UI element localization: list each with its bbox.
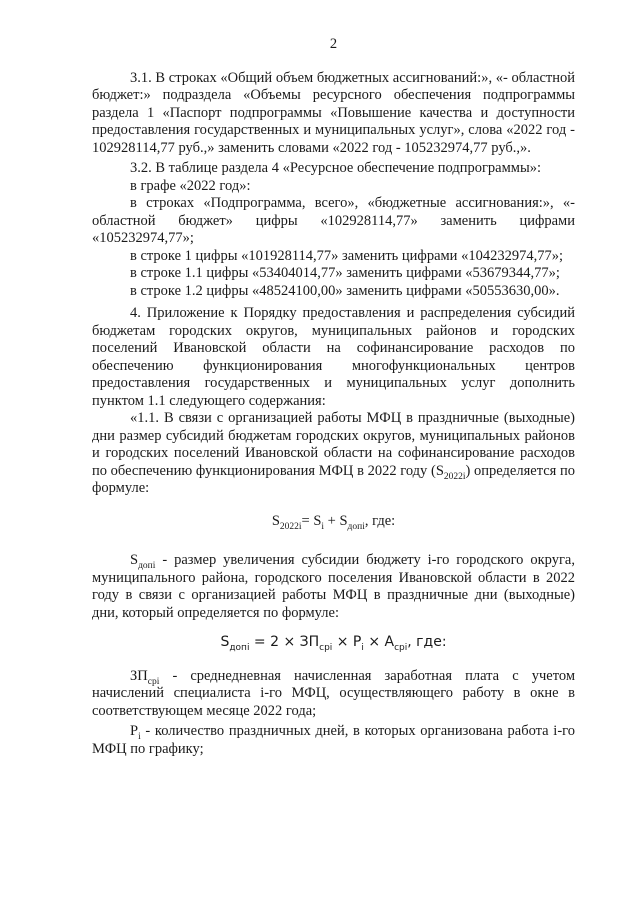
formula-2-zp-sub: срi xyxy=(319,642,333,653)
zp-symbol: ЗП xyxy=(130,667,148,684)
zp-subscript: срi xyxy=(147,676,160,687)
paragraph-row-1-1: в строке 1.1 цифры «53404014,77» заменить цифрами «53679344,77»; xyxy=(130,265,560,281)
formula-2-times-p: × P xyxy=(332,634,362,650)
paragraph-zp-definition xyxy=(92,668,575,721)
formula-2-a-sub: срi xyxy=(394,642,408,653)
formula-subsidy-2022 xyxy=(92,513,575,531)
formula-2-eq: = 2 × ЗП xyxy=(249,634,320,650)
formula-1-lhs-sub: 2022i xyxy=(279,521,302,532)
paragraph-sdop-definition xyxy=(92,552,575,622)
formula-2-times-a: × A xyxy=(363,634,395,650)
paragraph-3-2: 3.2. В таблице раздела 4 «Ресурсное обеспечение подпрограммы»: xyxy=(130,160,541,176)
paragraph-row-1-2: в строке 1.2 цифры «48524100,00» заменить цифрами «50553630,00». xyxy=(130,282,560,299)
formula-2-p-sub: i xyxy=(361,642,364,653)
paragraph-p-definition xyxy=(92,723,575,758)
page-number: 2 xyxy=(329,36,338,52)
formula-2-lhs-sub: допi xyxy=(229,642,250,653)
formula-1-lhs: S xyxy=(271,512,280,529)
p-definition-text: - количество праздничных дней, в которых организована работа i-го МФЦ по графику; xyxy=(92,723,575,757)
sdop-symbol: S xyxy=(130,552,139,568)
zp-definition-text: - среднедневная начисленная заработная плата с учетом начислений специалиста i-го МФЦ, осуществляющего работу в окне в соответствующем месяце 2022 года; xyxy=(92,667,575,719)
sdop-subscript: допi xyxy=(138,560,156,571)
paragraph-row-1: в строке 1 цифры «101928114,77» заменить цифрами «104232974,77»; xyxy=(130,247,563,264)
formula-2-lhs: S xyxy=(220,634,230,650)
paragraph-column-2022: в графе «2022 год»: xyxy=(130,177,251,194)
paragraph-1-1-tail: ) определяется по формуле: xyxy=(92,462,575,496)
formula-1-dop-sub: допi xyxy=(347,521,365,532)
paragraph-rows-total: в строках «Подпрограмма, всего», «бюджетные ассигнования:», «- областной бюджет» цифры «102928114,77» заменить цифрами «105232974,77»; xyxy=(92,195,575,246)
sdop-definition-text: - размер увеличения субсидии бюджету i-го городского округа, муниципального района, городского поселения Ивановской области в 2022 году в связи с организацией работы МФЦ в праздничные дни (выходные) дни, который определяется по формуле: xyxy=(92,552,575,621)
p-symbol: P xyxy=(130,723,139,739)
formula-2-tail: , где: xyxy=(407,634,447,650)
document-page xyxy=(92,36,575,758)
symbol-s-subscript: 2022i xyxy=(443,471,466,482)
formula-1-s-sub: i xyxy=(321,521,325,532)
paragraph-3-1: 3.1. В строках «Общий объем бюджетных ассигнований:», «- областной бюджет:» подраздела «Объемы ресурсного обеспечения подпрограммы раздела 1 «Паспорт подпрограммы «Повышение качества и доступности предоставления государственных и муниципальных услуг», слова «2022 год - 102928114,77 руб.,» заменить словами «2022 год - 105232974,77 руб.,». xyxy=(92,69,575,156)
paragraph-4: 4. Приложение к Порядку предоставления и распределения субсидий бюджетам городских округов, муниципальных районов и городских поселений Ивановской области на софинансирование расходов по обеспечению функционирования многофункциональных центров предоставления государственных и муниципальных услуг дополнить пунктом 1.1 следующего содержания: xyxy=(92,305,575,409)
formula-1-plus: + S xyxy=(324,512,348,529)
p-subscript: i xyxy=(138,731,141,742)
symbol-s: S xyxy=(435,462,444,479)
formula-1-eq: = S xyxy=(301,512,322,529)
formula-1-tail: , где: xyxy=(364,512,396,529)
paragraph-1-1 xyxy=(92,410,575,498)
paragraph-1-1-lead: «1.1. В связи с организацией работы МФЦ в праздничные (выходные) дни размер субсидий бюджетам городских округов, муниципальных районов и городских поселений Ивановской области на софинансирование расходов по обеспечению функционирования МФЦ в 2022 году ( xyxy=(92,410,575,479)
formula-sdop xyxy=(92,634,575,652)
